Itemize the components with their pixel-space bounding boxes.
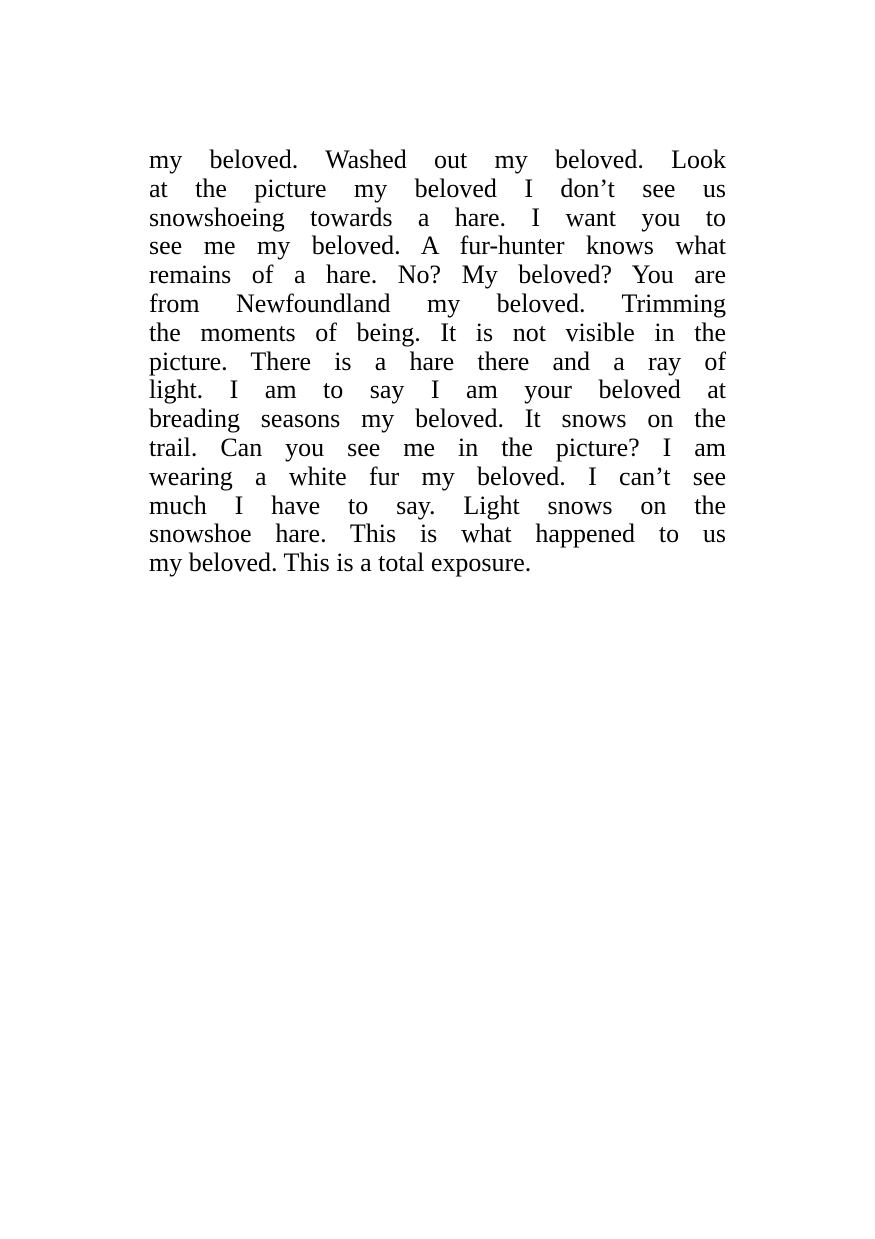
paragraph-line: snowshoeing towards a hare. I want you to <box>149 202 726 232</box>
paragraph-line: trail. Can you see me in the picture? I am <box>149 432 726 462</box>
paragraph-line: the moments of being. It is not visible in the <box>149 317 726 347</box>
paragraph-line: from Newfoundland my beloved. Trimming <box>149 288 726 318</box>
paragraph-line: picture. There is a hare there and a ray of <box>149 346 726 376</box>
paragraph <box>149 146 726 578</box>
paragraph-line: remains of a hare. No? My beloved? You are <box>149 260 726 290</box>
paragraph-line: my beloved. This is a total exposure. <box>149 548 532 578</box>
paragraph-line: snowshoe hare. This is what happened to us <box>149 519 726 549</box>
paragraph-line: my beloved. Washed out my beloved. Look <box>149 145 726 174</box>
paragraph-line: see me my beloved. A fur-hunter knows what <box>149 231 726 261</box>
paragraph-line: light. I am to say I am your beloved at <box>149 375 726 405</box>
paragraph-line: breading seasons my beloved. It snows on the <box>149 404 726 434</box>
paragraph-line: at the picture my beloved I don’t see us <box>149 173 726 203</box>
paragraph-line: wearing a white fur my beloved. I can’t see <box>149 461 726 491</box>
paragraph-line: much I have to say. Light snows on the <box>149 490 726 520</box>
